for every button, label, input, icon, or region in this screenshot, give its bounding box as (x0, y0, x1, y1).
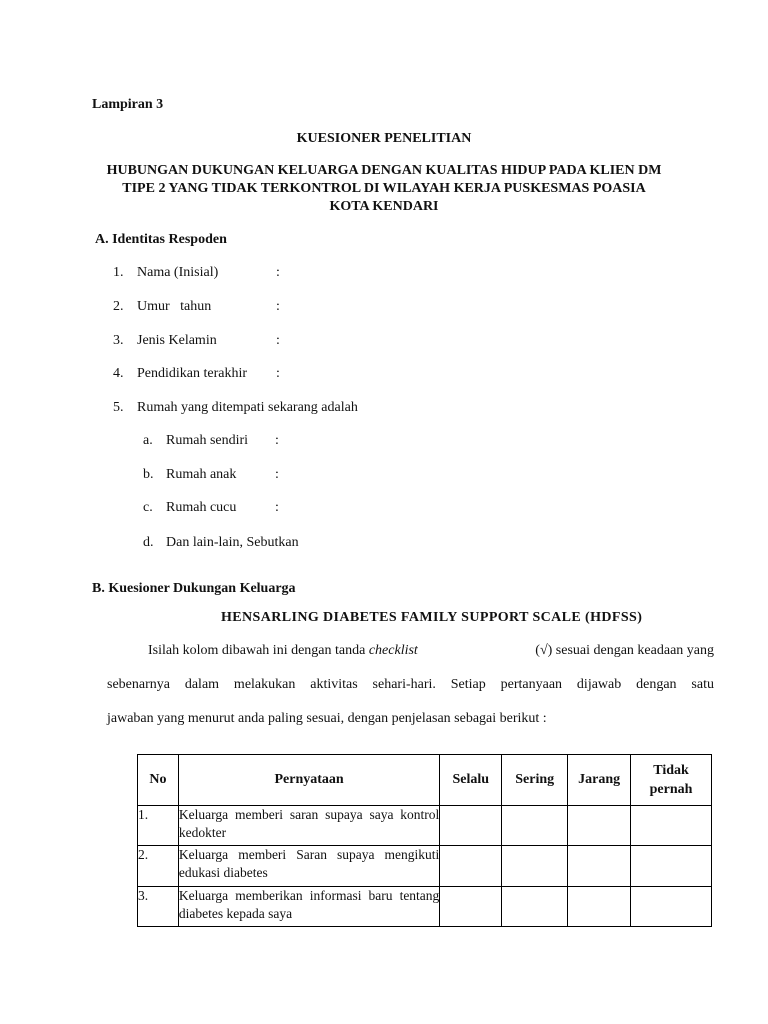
header-no: No (138, 755, 179, 806)
instruction-line-1-pre: Isilah kolom dibawah ini dengan tanda (148, 643, 369, 658)
header-selalu: Selalu (440, 755, 502, 806)
subitem-colon: : (275, 467, 279, 482)
answer-cell-sering[interactable] (502, 806, 568, 846)
subitem-label: Dan lain-lain, Sebutkan (166, 535, 299, 550)
header-pernyataan: Pernyataan (178, 755, 439, 806)
item-number: 3. (113, 333, 124, 348)
item-number: 5. (113, 400, 124, 415)
table-row (138, 887, 712, 927)
scale-title: HENSARLING DIABETES FAMILY SUPPORT SCALE (HDFSS) (221, 610, 643, 625)
item-label: Jenis Kelamin (137, 333, 217, 348)
answer-cell-tidak-pernah[interactable] (631, 887, 712, 927)
section-b-heading: B. Kuesioner Dukungan Keluarga (92, 581, 296, 596)
item-label: Rumah yang ditempati sekarang adalah (137, 400, 358, 415)
header-jarang: Jarang (568, 755, 631, 806)
row-number: 2. (138, 846, 179, 887)
header-tidak-pernah-line-1: Tidak (653, 763, 689, 778)
item-number: 4. (113, 366, 124, 381)
instruction-line-1-post: (√) sesuai dengan keadaan yang (531, 643, 714, 658)
table-row (138, 846, 712, 887)
document-subtitle-line-1: HUBUNGAN DUKUNGAN KELUARGA DENGAN KUALITAS HIDUP PADA KLIEN DM (106, 163, 662, 178)
item-number: 1. (113, 265, 124, 280)
answer-cell-jarang[interactable] (568, 806, 631, 846)
row-number: 1. (138, 806, 179, 846)
instruction-checklist-term: checklist (368, 643, 418, 658)
item-colon: : (276, 265, 280, 280)
answer-cell-selalu[interactable] (440, 887, 502, 927)
subitem-colon: : (275, 500, 279, 515)
answer-cell-selalu[interactable] (440, 806, 502, 846)
subitem-letter: d. (143, 535, 154, 550)
subitem-letter: b. (143, 467, 154, 482)
header-sering: Sering (502, 755, 568, 806)
row-statement: Keluarga memberi Saran supaya mengikuti edukasi diabetes (178, 846, 439, 887)
answer-cell-selalu[interactable] (440, 846, 502, 887)
answer-cell-jarang[interactable] (568, 887, 631, 927)
item-colon: : (276, 299, 280, 314)
item-label: Nama (Inisial) (137, 265, 219, 280)
subitem-label: Rumah cucu (166, 500, 237, 515)
instruction-line-1 (148, 643, 714, 659)
row-statement: Keluarga memberi saran supaya saya kontrol kedokter (178, 806, 439, 846)
document-subtitle-line-2: TIPE 2 YANG TIDAK TERKONTROL DI WILAYAH KERJA PUSKESMAS POASIA (122, 181, 646, 196)
item-number: 2. (113, 299, 124, 314)
document-subtitle-line-3: KOTA KENDARI (329, 199, 439, 214)
item-colon: : (276, 366, 280, 381)
answer-cell-sering[interactable] (502, 846, 568, 887)
subitem-label: Rumah sendiri (166, 433, 249, 448)
table-row (138, 806, 712, 846)
row-number: 3. (138, 887, 179, 927)
item-label: Pendidikan terakhir (137, 366, 248, 381)
lampiran-label: Lampiran 3 (92, 97, 164, 112)
section-a-heading: A. Identitas Respoden (95, 232, 227, 247)
subitem-letter: c. (143, 500, 153, 515)
questionnaire-table (137, 754, 712, 927)
answer-cell-tidak-pernah[interactable] (631, 806, 712, 846)
document-title: KUESIONER PENELITIAN (296, 131, 472, 146)
subitem-colon: : (275, 433, 279, 448)
instruction-line-3: jawaban yang menurut anda paling sesuai, dengan penjelasan sebagai berikut : (107, 711, 547, 726)
table-header-row (138, 755, 712, 806)
subitem-label: Rumah anak (166, 467, 237, 482)
header-tidak-pernah-line-2: pernah (649, 782, 693, 797)
subitem-letter: a. (143, 433, 153, 448)
header-tidak-pernah (631, 755, 712, 806)
instruction-line-2: sebenarnya dalam melakukan aktivitas sehari-hari. Setiap pertanyaan dijawab dengan satu (107, 677, 714, 692)
row-statement: Keluarga memberikan informasi baru tentang diabetes kepada saya (178, 887, 439, 927)
answer-cell-sering[interactable] (502, 887, 568, 927)
item-colon: : (276, 333, 280, 348)
answer-cell-jarang[interactable] (568, 846, 631, 887)
item-label: Umur tahun (137, 299, 212, 314)
answer-cell-tidak-pernah[interactable] (631, 846, 712, 887)
